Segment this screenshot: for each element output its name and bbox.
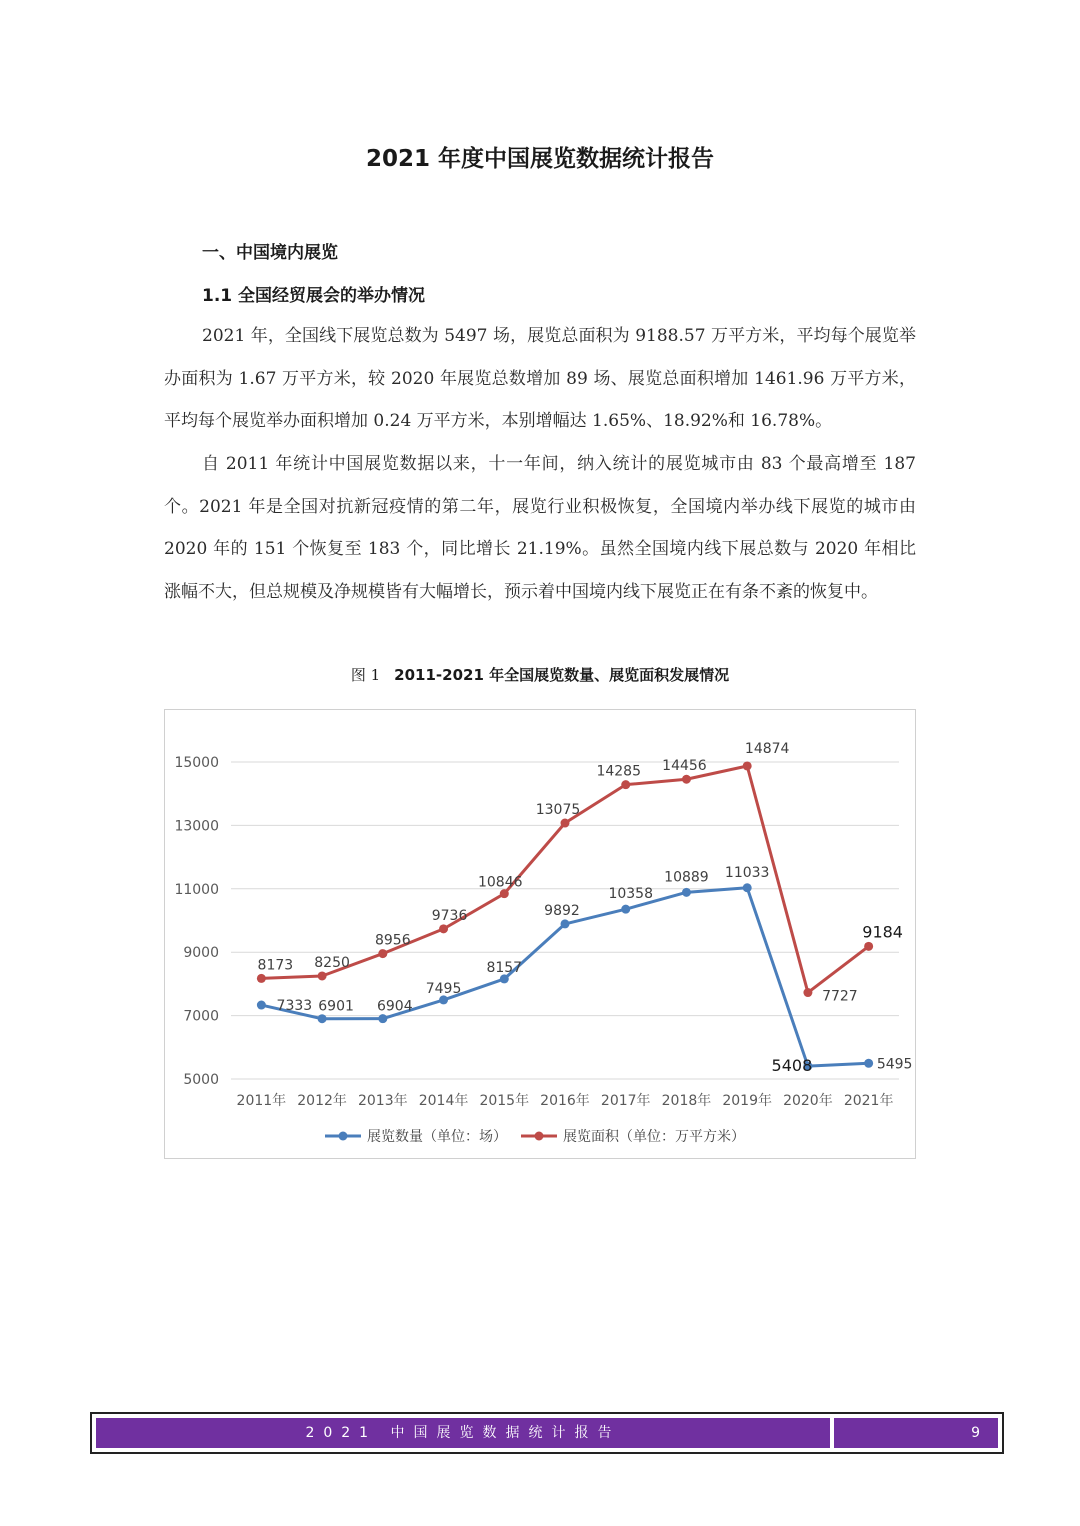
chart-frame xyxy=(164,709,916,1159)
paragraph-2: 自 2011 年统计中国展览数据以来，十一年间，纳入统计的展览城市由 83 个最高增至 187 个。2021 年是全国对抗新冠疫情的第二年，展览行业积极恢复，全国境内举办线下展览的城市由 2020 年的 151 个恢复至 183 个，同比增长 21.19%。虽然全国境内线下展总数与 2020 年相比涨幅不大，但总规模及净规模皆有大幅增长，预示着中国境内线下展览正在有条不紊的恢复中。 xyxy=(164,454,916,602)
data-label: 10358 xyxy=(608,886,654,903)
data-label: 9736 xyxy=(431,907,468,924)
figure-number: 图 1 xyxy=(350,666,381,684)
x-tick-label: 2019年 xyxy=(722,1093,773,1109)
line-chart xyxy=(165,710,917,1160)
data-label: 6901 xyxy=(318,998,354,1015)
y-tick-label: 5000 xyxy=(183,1072,219,1088)
x-tick-label: 2015年 xyxy=(479,1093,530,1109)
data-point xyxy=(864,942,873,951)
page-footer xyxy=(90,1412,1004,1454)
data-label: 7495 xyxy=(425,980,462,997)
legend-marker xyxy=(339,1132,348,1141)
x-tick-label: 2011年 xyxy=(236,1093,287,1109)
data-label: 6904 xyxy=(376,998,413,1015)
series-line-2 xyxy=(261,763,868,993)
figure-title: 2011-2021 年全国展览数量、展览面积发展情况 xyxy=(394,666,730,684)
y-tick-label: 9000 xyxy=(183,945,219,962)
data-point xyxy=(561,919,570,928)
figure-caption xyxy=(0,664,1080,685)
data-label: 14874 xyxy=(744,740,790,757)
data-label: 8173 xyxy=(257,957,294,974)
x-tick-label: 2012年 xyxy=(297,1093,347,1109)
paragraph-1: 2021 年，全国线下展览总数为 5497 场，展览总面积为 9188.57 万平方米，平均每个展览举办面积为 1.67 万平方米，较 2020 年展览总数增加 89 场、展览总面积增加 1461.96 万平方米，平均每个展览举办面积增加 0.24 万平方米，本别增幅达 1.65%、18.92%和 16.78%。 xyxy=(164,326,916,431)
document-title: 2021 年度中国展览数据统计报告 xyxy=(365,146,715,172)
y-tick-label: 11000 xyxy=(174,881,219,898)
footer-title: 2021 中国展览数据统计报告 xyxy=(96,1418,830,1448)
data-label: 9184 xyxy=(862,922,903,942)
data-label: 13075 xyxy=(535,802,581,819)
data-point xyxy=(318,1014,327,1023)
data-point xyxy=(439,924,448,933)
data-label: 5408 xyxy=(771,1056,813,1076)
data-label: 8956 xyxy=(374,932,411,949)
data-label: 7333 xyxy=(276,998,313,1015)
data-label: 8250 xyxy=(314,954,350,971)
x-tick-label: 2016年 xyxy=(540,1093,590,1109)
data-point xyxy=(682,775,691,784)
data-label: 5495 xyxy=(876,1056,913,1073)
legend-label: 展览面积（单位：万平方米） xyxy=(563,1129,745,1145)
legend-label: 展览数量（单位：场） xyxy=(367,1129,507,1145)
section-heading: 一、中国境内展览 xyxy=(202,243,338,263)
x-tick-label: 2014年 xyxy=(418,1093,469,1109)
x-tick-label: 2018年 xyxy=(661,1093,712,1109)
data-point xyxy=(743,883,752,892)
data-label: 7727 xyxy=(822,988,858,1005)
y-tick-label: 13000 xyxy=(174,818,219,835)
data-label: 9892 xyxy=(544,902,580,919)
data-point xyxy=(621,780,630,789)
data-label: 8157 xyxy=(486,959,523,976)
data-point xyxy=(561,819,570,828)
data-label: 10889 xyxy=(664,869,709,886)
legend-marker xyxy=(535,1132,544,1141)
data-point xyxy=(257,1001,266,1010)
y-tick-label: 7000 xyxy=(183,1008,219,1025)
x-tick-label: 2020年 xyxy=(783,1093,833,1109)
page-number: 9 xyxy=(834,1418,998,1448)
y-tick-label: 15000 xyxy=(174,755,219,771)
data-label: 10846 xyxy=(477,874,523,891)
data-point xyxy=(803,988,812,997)
data-point xyxy=(257,974,266,983)
subsection-heading: 1.1 全国经贸展会的举办情况 xyxy=(202,286,426,306)
x-tick-label: 2021年 xyxy=(843,1093,894,1109)
data-point xyxy=(378,1014,387,1023)
data-label: 11033 xyxy=(724,864,770,881)
data-point xyxy=(378,949,387,958)
x-tick-label: 2017年 xyxy=(600,1093,651,1109)
x-tick-label: 2013年 xyxy=(357,1093,408,1109)
data-label: 14456 xyxy=(662,758,707,775)
data-point xyxy=(743,761,752,770)
data-point xyxy=(682,888,691,897)
data-point xyxy=(318,971,327,980)
data-point xyxy=(621,905,630,914)
data-label: 14285 xyxy=(596,763,642,780)
data-point xyxy=(864,1059,873,1068)
